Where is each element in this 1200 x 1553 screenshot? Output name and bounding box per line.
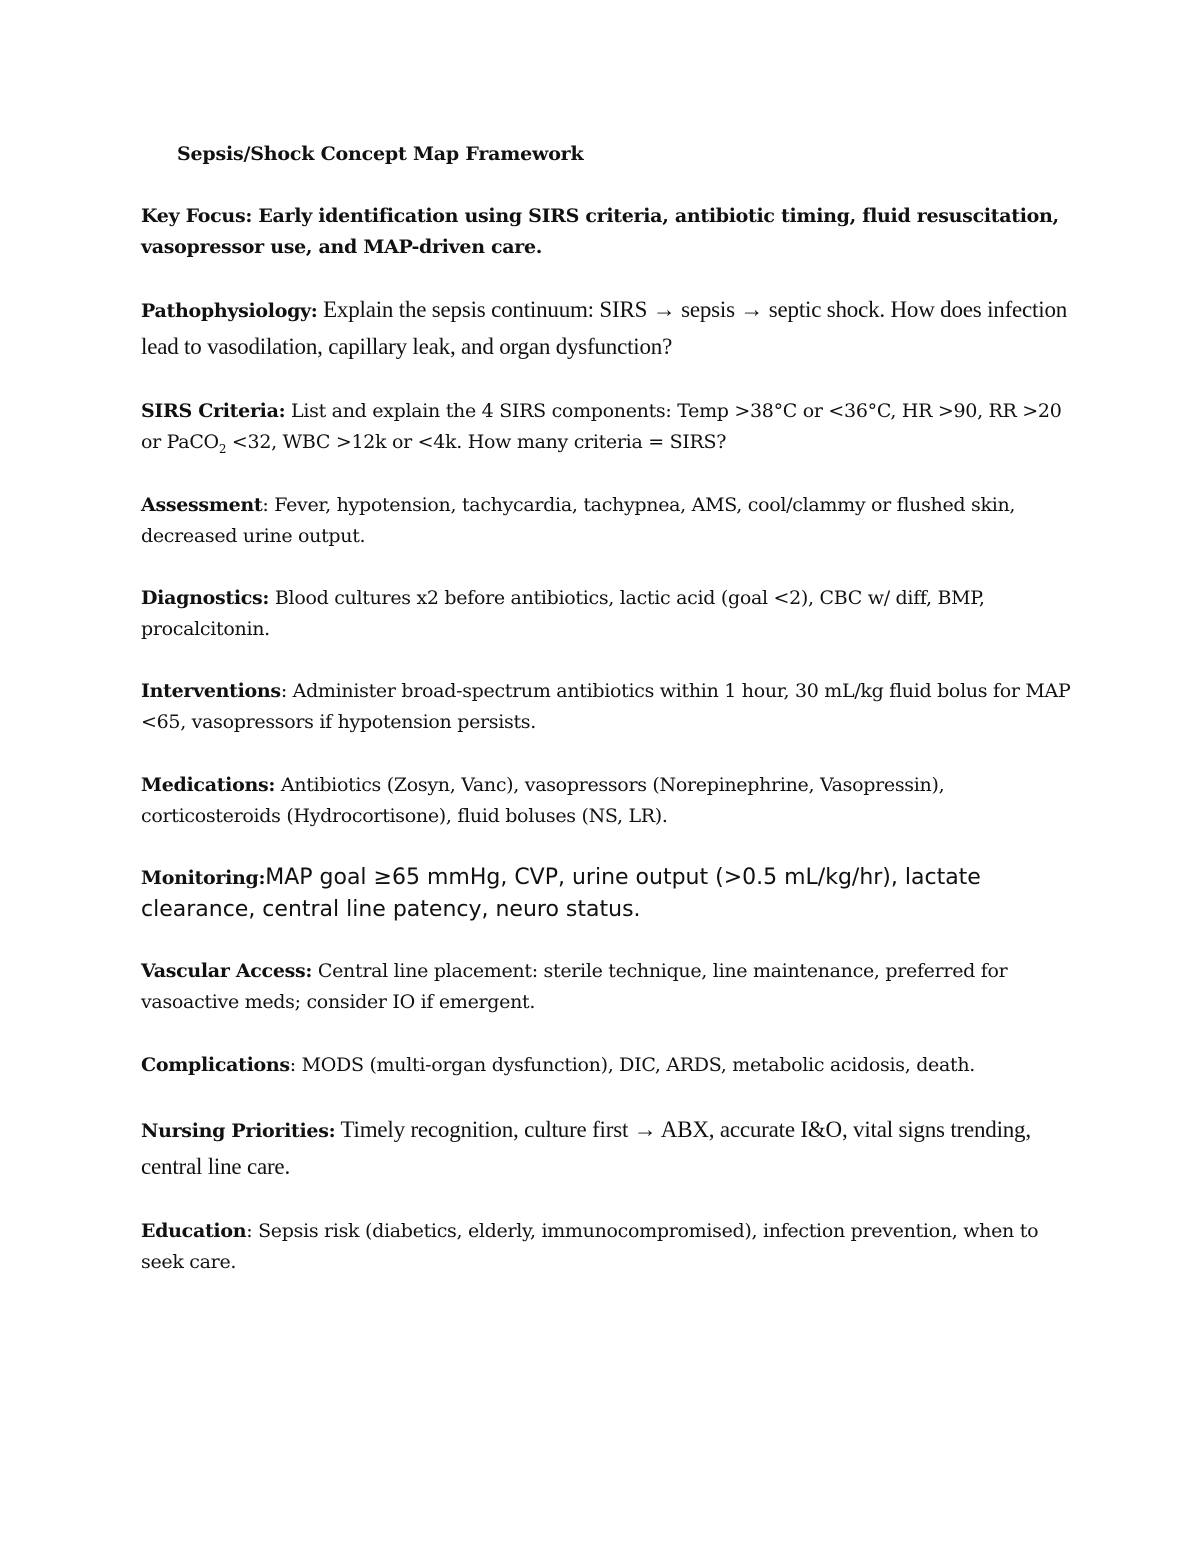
education-text: : Sepsis risk (diabetics, elderly, immunocompromised), infection prevention, when to seek care. (141, 1220, 1039, 1273)
diagnostics-label: Diagnostics: (141, 587, 270, 609)
diagnostics-text: Blood cultures x2 before antibiotics, lactic acid (goal <2), CBC w/ diff, BMP, procalcitonin. (141, 587, 985, 640)
pathophysiology-text: Explain the sepsis continuum: SIRS → sepsis → septic shock. How does infection lead to vasodilation, capillary leak, and organ dysfunction? (141, 297, 1068, 359)
document-title: Sepsis/Shock Concept Map Framework (177, 143, 584, 165)
sirs-criteria-text: List and explain the 4 SIRS components: Temp >38°C or <36°C, HR >90, RR >20 or PaCO (141, 400, 1062, 453)
nursing-priorities-label: Nursing Priorities: (141, 1120, 336, 1142)
medications-label: Medications: (141, 774, 276, 796)
monitoring-section (141, 862, 1071, 926)
vascular-access-section (141, 956, 1071, 1018)
medications-section (141, 770, 1071, 832)
assessment-text: : Fever, hypotension, tachycardia, tachypnea, AMS, cool/clammy or flushed skin, decreased urine output. (141, 494, 1016, 547)
key-focus-paragraph: Key Focus: Early identification using SIRS criteria, antibiotic timing, fluid resuscitation, vasopressor use, and MAP-driven care. (141, 205, 1059, 258)
monitoring-text: MAP goal ≥65 mmHg, CVP, urine output (>0.5 mL/kg/hr), lactate clearance, central line patency, neuro status. (141, 865, 981, 922)
pathophysiology-section (141, 292, 1071, 364)
diagnostics-section (141, 583, 1071, 645)
sirs-criteria-section (141, 396, 1071, 465)
education-label: Education (141, 1220, 247, 1242)
vascular-access-text: Central line placement: sterile technique, line maintenance, preferred for vasoactive meds; consider IO if emergent. (141, 960, 1008, 1013)
nursing-priorities-section (141, 1112, 1071, 1184)
pathophysiology-label: Pathophysiology: (141, 300, 318, 322)
vascular-access-label: Vascular Access: (141, 960, 313, 982)
medications-text: Antibiotics (Zosyn, Vanc), vasopressors (Norepinephrine, Vasopressin), corticosteroids (Hydrocortisone), fluid boluses (NS, LR). (141, 774, 945, 827)
nursing-priorities-text: Timely recognition, culture first → ABX, accurate I&O, vital signs trending, central line care. (141, 1117, 1031, 1179)
sirs-criteria-label: SIRS Criteria: (141, 400, 286, 422)
complications-section (141, 1050, 1071, 1081)
interventions-text: : Administer broad-spectrum antibiotics within 1 hour, 30 mL/kg fluid bolus for MAP <65, vasopressors if hypotension persists. (141, 680, 1071, 733)
paco2-subscript: 2 (218, 441, 227, 456)
complications-label: Complications (141, 1054, 290, 1076)
interventions-section (141, 676, 1071, 738)
monitoring-label: Monitoring: (141, 867, 266, 889)
education-section (141, 1216, 1071, 1278)
assessment-section (141, 490, 1071, 552)
complications-text: : MODS (multi-organ dysfunction), DIC, ARDS, metabolic acidosis, death. (289, 1054, 976, 1076)
sirs-criteria-text-end: <32, WBC >12k or <4k. How many criteria = SIRS? (226, 431, 727, 453)
assessment-label: Assessment (141, 494, 263, 516)
interventions-label: Interventions (141, 680, 281, 702)
